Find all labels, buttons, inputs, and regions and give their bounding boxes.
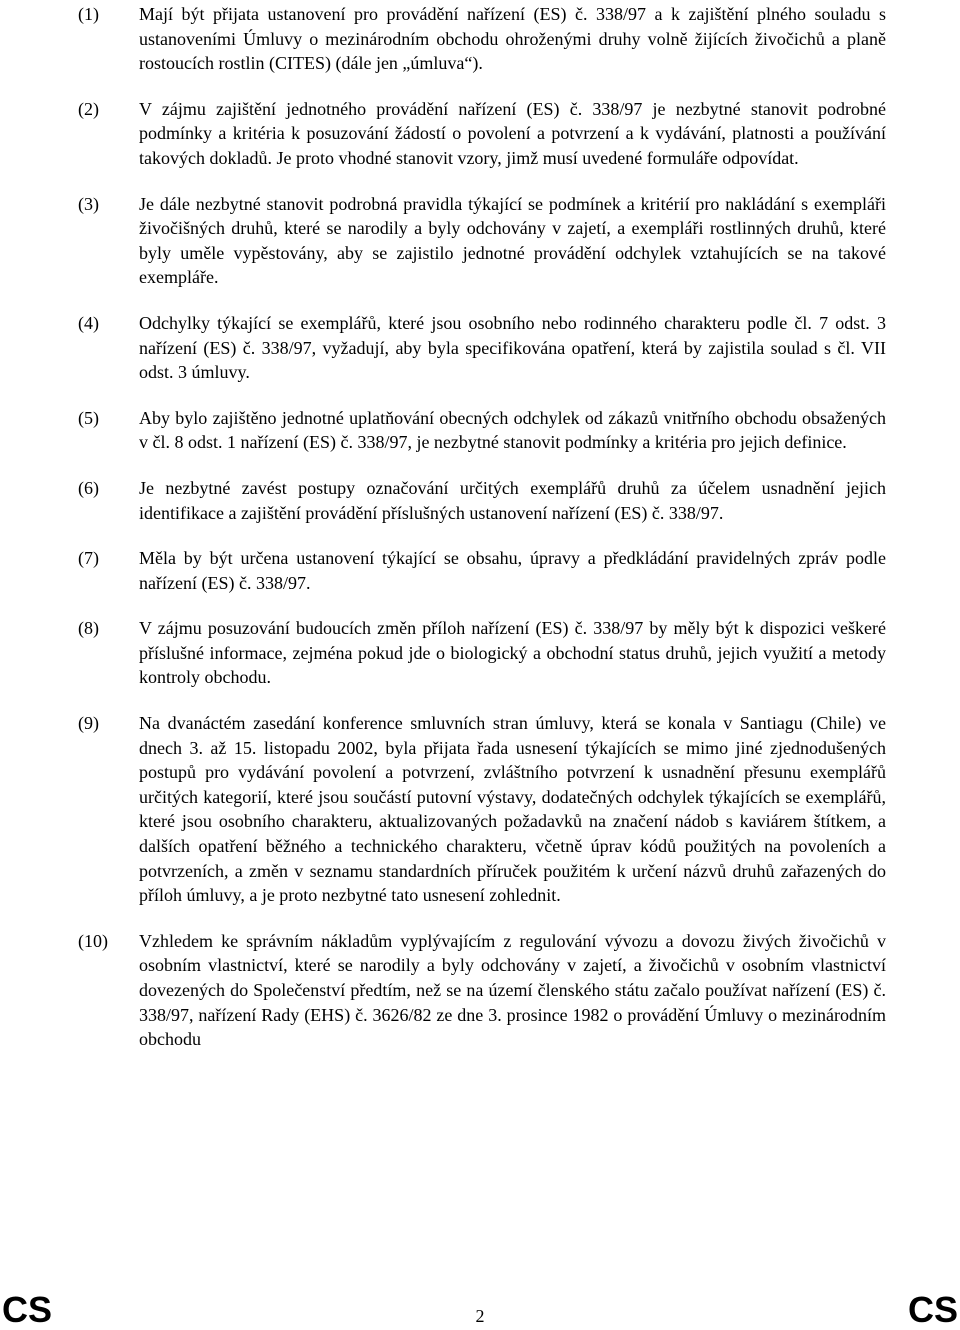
document-body: [78, 0, 886, 1073]
recital-number: (7): [78, 548, 99, 569]
recital: [78, 711, 886, 908]
recital: [78, 97, 886, 171]
recital-number: (5): [78, 407, 99, 428]
recital-number: (8): [78, 618, 99, 639]
footer-language-code-right: CS: [907, 1289, 958, 1330]
recital-number: (6): [78, 477, 99, 498]
recital-text: Je dále nezbytné stanovit podrobná pravidla týkající se podmínek a kritérií pro nakládání s exempláři živočišných druhů, které se narodily a byly odchovány v zajetí, a exempláři rostlinných druhů, které byly uměle vypěstovány, aby se zajistilo jednotné provádění odchylek vztahujících se na takové exempláře.: [139, 193, 886, 288]
recital-number: (2): [78, 98, 99, 119]
recital-number: (1): [78, 4, 99, 24]
recital-number: (4): [78, 312, 99, 333]
recital-text: Je nezbytné zavést postupy označování určitých exemplářů druhů za účelem usnadnění jejich identifikace a zajištění provádění příslušných ustanovení nařízení (ES) č. 338/97.: [139, 477, 886, 523]
recital-text: Odchylky týkající se exemplářů, které jsou osobního nebo rodinného charakteru podle čl. 7 odst. 3 nařízení (ES) č. 338/97, vyžadují, aby byla specifikována opatření, která by zajistila soulad s čl. VII odst. 3 úmluvy.: [139, 312, 886, 383]
recital-text: Mají být přijata ustanovení pro provádění nařízení (ES) č. 338/97 a k zajištění plného souladu s ustanoveními Úmluvy o mezinárodním obchodu ohroženými druhy volně žijících živočichů a planě rostoucích rostlin (CITES) (dále jen „úmluva“).: [139, 4, 886, 74]
recital: [78, 406, 886, 455]
recital-text: Na dvanáctém zasedání konference smluvních stran úmluvy, která se konala v Santiagu (Chile) ve dnech 3. až 15. listopadu 2002, byla přijata řada usnesení týkajících se mimo jiné zjednodušených postupů pro vydávání povolení a potvrzení, zvláštního potvrzení k usnadnění přesunu exemplářů určitých kategorií, které jsou součástí putovní výstavy, dodatečných odchylek týkajících se exemplářů, které jsou osobního charakteru, aktualizovaných požadavků na značení nádob s kaviárem štítkem, a dalších opatření běžného a technického charakteru, včetně úprav kódů použitých na povoleních a potvrzeních, a změn v seznamu standardních příruček použitém k určení názvů druhů zařazených do příloh úmluvy, a je proto nezbytné tato usnesení zohlednit.: [139, 713, 886, 906]
recital: [78, 192, 886, 290]
recital: [78, 546, 886, 595]
recital-text: Aby bylo zajištěno jednotné uplatňování obecných odchylek od zákazů vnitřního obchodu obsažených v čl. 8 odst. 1 nařízení (ES) č. 338/97, je nezbytné stanovit podmínky a kritéria pro jejich definice.: [139, 407, 886, 453]
footer-language-code-left: CS: [2, 1289, 53, 1330]
recital-text: V zájmu zajištění jednotného provádění nařízení (ES) č. 338/97 je nezbytné stanovit podrobné podmínky a kritéria k posuzování žádostí o povolení a potvrzení a k vydávání, platnosti a používání takových dokladů. Je proto vhodné stanovit vzory, jimž musí uvedené formuláře odpovídat.: [139, 98, 886, 168]
recital-number: (3): [78, 193, 99, 214]
recital: [78, 476, 886, 525]
recital-text: Vzhledem ke správním nákladům vyplývajícím z regulování vývozu a dovozu živých živočichů v osobním vlastnictví, které se narodily a byly odchovány v zajetí, a živočichů v osobním vlastnictví dovezených do Společenství předtím, než se na území členského státu začalo používat nařízení (ES) č. 338/97, nařízení Rady (EHS) č. 3626/82 ze dne 3. prosince 1982 o provádění Úmluvy o mezinárodním obchodu: [139, 930, 886, 1050]
recital-text: Měla by být určena ustanovení týkající se obsahu, úpravy a předkládání pravidelných zpráv podle nařízení (ES) č. 338/97.: [139, 548, 886, 593]
recital-number: (9): [78, 713, 99, 734]
recital-number: (10): [78, 930, 108, 951]
page-number: 2: [475, 1306, 485, 1326]
recital: [78, 2, 886, 76]
recital: [78, 616, 886, 690]
recital: [78, 929, 886, 1052]
recital: [78, 311, 886, 385]
recital-text: V zájmu posuzování budoucích změn příloh nařízení (ES) č. 338/97 by měly být k dispozici veškeré příslušné informace, zejména pokud jde o biologický a obchodní status druhů, jejich využití a metody kontroly obchodu.: [139, 618, 886, 688]
